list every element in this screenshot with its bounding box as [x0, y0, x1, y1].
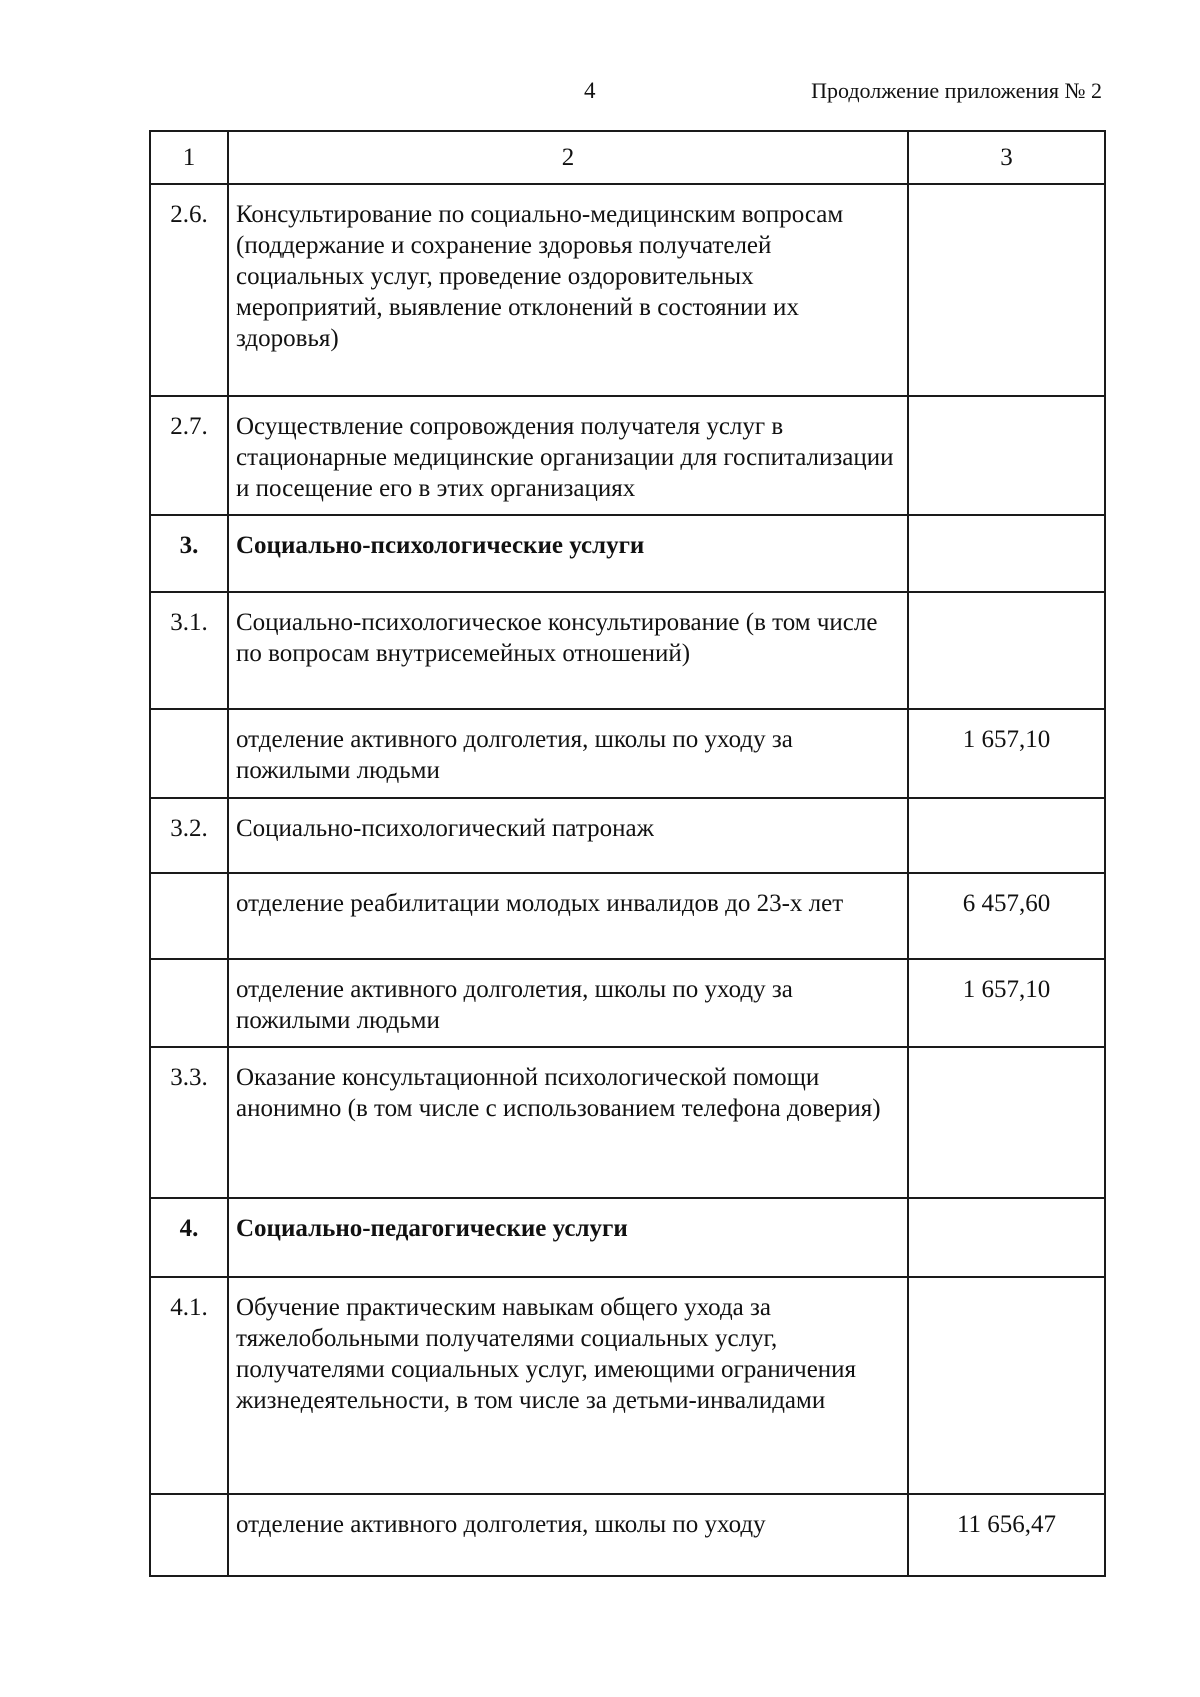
page-number: 4 — [584, 78, 596, 103]
row-value: 11 656,47 — [908, 1494, 1105, 1576]
table-row — [150, 873, 1105, 959]
row-number: 4.1. — [150, 1277, 228, 1494]
row-value — [908, 1198, 1105, 1277]
row-value — [908, 515, 1105, 592]
table-row — [150, 959, 1105, 1047]
row-number: 2.7. — [150, 396, 228, 515]
row-text: Оказание консультационной психологической помощи анонимно (в том числе с использованием телефона доверия) — [228, 1047, 908, 1198]
column-header: 3 — [908, 131, 1105, 184]
column-header: 2 — [228, 131, 908, 184]
row-text: Обучение практическим навыкам общего ухода за тяжелобольными получателями социальных услуг, получателями социальных услуг, имеющими ограничения жизнедеятельности, в том числе за детьми-инвалидами — [228, 1277, 908, 1494]
section-title: Социально-психологические услуги — [228, 515, 908, 592]
row-number — [150, 959, 228, 1047]
row-value: 1 657,10 — [908, 959, 1105, 1047]
table-row — [150, 184, 1105, 396]
row-text: отделение реабилитации молодых инвалидов до 23-х лет — [228, 873, 908, 959]
row-number: 3.1. — [150, 592, 228, 709]
row-text: отделение активного долголетия, школы по уходу — [228, 1494, 908, 1576]
appendix-caption: Продолжение приложения № 2 — [811, 78, 1102, 103]
row-value — [908, 1047, 1105, 1198]
row-value — [908, 798, 1105, 873]
table-row — [150, 1494, 1105, 1576]
row-number — [150, 709, 228, 798]
row-number — [150, 873, 228, 959]
row-value: 6 457,60 — [908, 873, 1105, 959]
row-text: отделение активного долголетия, школы по уходу за пожилыми людьми — [228, 959, 908, 1047]
row-value: 1 657,10 — [908, 709, 1105, 798]
row-number: 3. — [150, 515, 228, 592]
table-row — [150, 592, 1105, 709]
row-text: Консультирование по социально-медицинским вопросам (поддержание и сохранение здоровья получателей социальных услуг, проведение оздоровительных мероприятий, выявление отклонений в состоянии их здоровья) — [228, 184, 908, 396]
table-row — [150, 1277, 1105, 1494]
table-header-row — [150, 131, 1105, 184]
row-value — [908, 592, 1105, 709]
section-row — [150, 515, 1105, 592]
table-row — [150, 798, 1105, 873]
row-number: 3.2. — [150, 798, 228, 873]
column-header: 1 — [150, 131, 228, 184]
section-title: Социально-педагогические услуги — [228, 1198, 908, 1277]
table-row — [150, 1047, 1105, 1198]
row-value — [908, 396, 1105, 515]
row-number: 3.3. — [150, 1047, 228, 1198]
table-row — [150, 709, 1105, 798]
table-row — [150, 396, 1105, 515]
services-table — [149, 130, 1106, 1577]
row-text: Осуществление сопровождения получателя услуг в стационарные медицинские организации для госпитализации и посещение его в этих организациях — [228, 396, 908, 515]
section-row — [150, 1198, 1105, 1277]
row-text: отделение активного долголетия, школы по уходу за пожилыми людьми — [228, 709, 908, 798]
row-value — [908, 184, 1105, 396]
row-text: Социально-психологическое консультирование (в том числе по вопросам внутрисемейных отношений) — [228, 592, 908, 709]
row-value — [908, 1277, 1105, 1494]
row-text: Социально-психологический патронаж — [228, 798, 908, 873]
row-number — [150, 1494, 228, 1576]
row-number: 4. — [150, 1198, 228, 1277]
row-number: 2.6. — [150, 184, 228, 396]
